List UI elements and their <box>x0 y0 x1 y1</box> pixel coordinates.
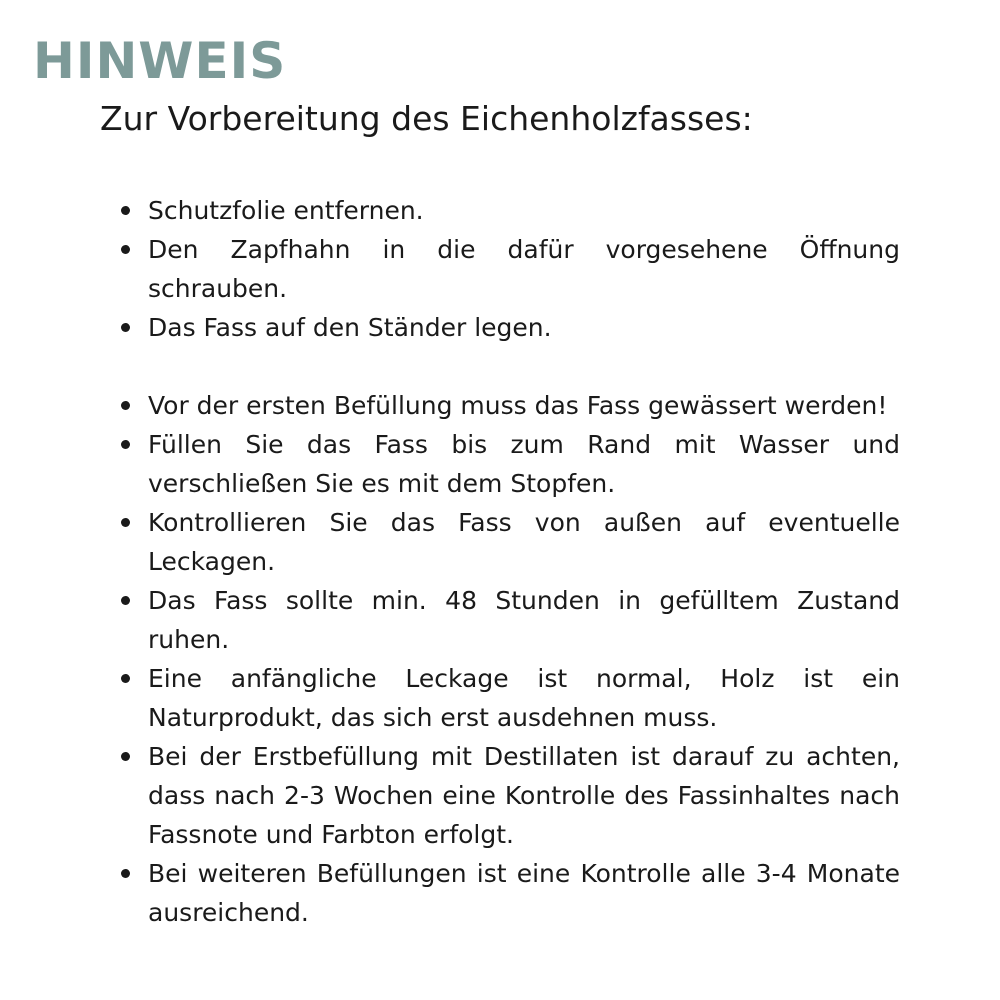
list-item <box>148 503 900 581</box>
list-item <box>148 425 900 503</box>
list-item <box>148 386 900 425</box>
list-item-text: Bei der Erstbefüllung mit Destillaten ist darauf zu achten, dass nach 2-3 Wochen eine Kontrolle des Fassinhaltes nach Fassnote und Farbton erfolgt. <box>148 742 900 849</box>
list-item <box>148 230 900 308</box>
preparation-list <box>148 191 900 347</box>
list-item-text: Eine anfängliche Leckage ist normal, Holz ist ein Naturprodukt, das sich erst ausdehnen muss. <box>148 664 900 732</box>
bullet-icon <box>121 245 130 254</box>
bullet-icon <box>121 323 130 332</box>
list-item <box>148 308 900 347</box>
list-item <box>148 191 900 230</box>
list-item-text: Füllen Sie das Fass bis zum Rand mit Wasser und verschließen Sie es mit dem Stopfen. <box>148 430 900 498</box>
list-item-text: Kontrollieren Sie das Fass von außen auf eventuelle Leckagen. <box>148 508 900 576</box>
bullet-icon <box>121 440 130 449</box>
bullet-icon <box>121 401 130 410</box>
list-item-text: Das Fass sollte min. 48 Stunden in gefülltem Zustand ruhen. <box>148 586 900 654</box>
bullet-icon <box>121 518 130 527</box>
bullet-icon <box>121 206 130 215</box>
list-item-text: Vor der ersten Befüllung muss das Fass gewässert werden! <box>148 391 888 420</box>
bullet-icon <box>121 752 130 761</box>
watering-list <box>148 386 900 932</box>
list-item <box>148 854 900 932</box>
page-subtitle: Zur Vorbereitung des Eichenholzfasses: <box>100 99 753 138</box>
bullet-icon <box>121 596 130 605</box>
list-item-text: Den Zapfhahn in die dafür vorgesehene Öffnung schrauben. <box>148 235 900 303</box>
bullet-icon <box>121 869 130 878</box>
list-item <box>148 581 900 659</box>
page-title: HINWEIS <box>33 32 287 90</box>
list-item-text: Bei weiteren Befüllungen ist eine Kontrolle alle 3-4 Monate ausreichend. <box>148 859 900 927</box>
bullet-icon <box>121 674 130 683</box>
list-item-text: Das Fass auf den Ständer legen. <box>148 313 552 342</box>
list-item <box>148 737 900 854</box>
list-item <box>148 659 900 737</box>
list-item-text: Schutzfolie entfernen. <box>148 196 424 225</box>
